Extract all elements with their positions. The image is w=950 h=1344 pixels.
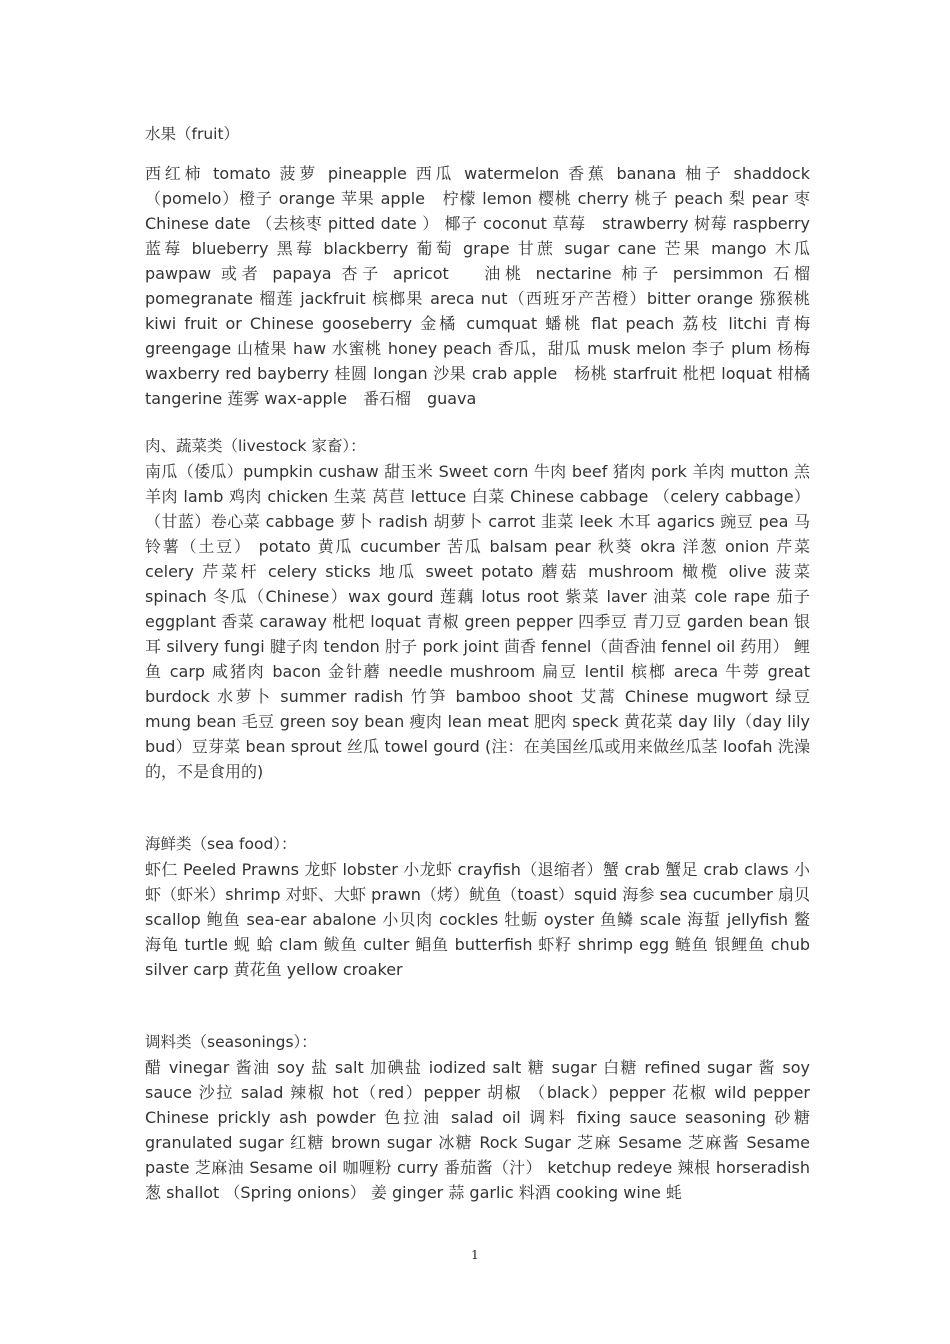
section-spacer bbox=[145, 411, 810, 434]
document-content bbox=[145, 122, 810, 1205]
meat-vegetable-paragraph: 南瓜（倭瓜）pumpkin cushaw 甜玉米 Sweet corn 牛肉 beef 猪肉 pork 羊肉 mutton 羔羊肉 lamb 鸡肉 chicken 生菜 莴苣 lettuce 白菜 Chinese cabbage （celery cabbage）（甘蓝）卷心菜 cabbage 萝卜 radish 胡萝卜 carrot 韭菜 leek 木耳 agarics 豌豆 pea 马铃薯（土豆） potato 黄瓜 cucumber 苦瓜 balsam pear 秋葵 okra 洋葱 onion 芹菜 celery 芹菜杆 celery sticks 地瓜 sweet potato 蘑菇 mushroom 橄榄 olive 菠菜 spinach 冬瓜（Chinese）wax gourd 莲藕 lotus root 紫菜 laver 油菜 cole rape 茄子 eggplant 香菜 caraway 枇杷 loquat 青椒 green pepper 四季豆 青刀豆 garden bean 银耳 silvery fungi 腱子肉 tendon 肘子 pork joint 茴香 fennel（茴香油 fennel oil 药用） 鲤鱼 carp 咸猪肉 bacon 金针蘑 needle mushroom 扁豆 lentil 槟榔 areca 牛蒡 great burdock 水萝卜 summer radish 竹笋 bamboo shoot 艾蒿 Chinese mugwort 绿豆 mung bean 毛豆 green soy bean 瘦肉 lean meat 肥肉 speck 黄花菜 day lily（day lily bud）豆芽菜 bean sprout 丝瓜 towel gourd (注：在美国丝瓜或用来做丝瓜茎 loofah 洗澡的，不是食用的) bbox=[145, 462, 810, 781]
page-number: 1 bbox=[471, 1248, 479, 1262]
seasonings-paragraph: 醋 vinegar 酱油 soy 盐 salt 加碘盐 iodized salt 糖 sugar 白糖 refined sugar 酱 soy sauce 沙拉 salad 辣椒 hot（red）pepper 胡椒 （black）pepper 花椒 wild pepper Chinese prickly ash powder 色拉油 salad oil 调料 fixing sauce seasoning 砂糖 granulated sugar 红糖 brown sugar 冰糖 Rock Sugar 芝麻 Sesame 芝麻酱 Sesame paste 芝麻油 Sesame oil 咖喱粉 curry 番茄酱（汁） ketchup redeye 辣根 horseradish 葱 shallot （Spring onions） 姜 ginger 蒜 garlic 料酒 cooking wine 蚝 bbox=[145, 1058, 810, 1202]
section-spacer bbox=[145, 784, 810, 832]
seasonings-heading: 调料类（seasonings）： bbox=[145, 1033, 317, 1051]
seasonings-section bbox=[145, 1030, 810, 1205]
section-spacer bbox=[145, 982, 810, 1030]
fruit-section bbox=[145, 122, 810, 411]
seafood-section bbox=[145, 832, 810, 982]
fruit-heading: 水果（fruit） bbox=[145, 125, 240, 143]
seafood-paragraph: 虾仁 Peeled Prawns 龙虾 lobster 小龙虾 crayfish（退缩者）蟹 crab 蟹足 crab claws 小虾（虾米）shrimp 对虾、大虾 prawn（烤）鱿鱼（toast）squid 海参 sea cucumber 扇贝 scallop 鲍鱼 sea-ear abalone 小贝肉 cockles 牡蛎 oyster 鱼鳞 scale 海蜇 jellyfish 鳖 海龟 turtle 蚬 蛤 clam 鲅鱼 culter 鲳鱼 butterfish 虾籽 shrimp egg 鲢鱼 银鲤鱼 chub silver carp 黄花鱼 yellow croaker bbox=[145, 860, 810, 979]
meat-vegetable-heading: 肉、蔬菜类（livestock 家畜）： bbox=[145, 437, 366, 455]
fruit-paragraph: 西红柿 tomato 菠萝 pineapple 西瓜 watermelon 香蕉 banana 柚子 shaddock（pomelo）橙子 orange 苹果 apple 柠檬 lemon 樱桃 cherry 桃子 peach 梨 pear 枣 Chinese date （去核枣 pitted date ） 椰子 coconut 草莓 strawberry 树莓 raspberry 蓝莓 blueberry 黑莓 blackberry 葡萄 grape 甘蔗 sugar cane 芒果 mango 木瓜 pawpaw 或者 papaya 杏子 apricot 油桃 nectarine 柿子 persimmon 石榴 pomegranate 榴莲 jackfruit 槟榔果 areca nut（西班牙产苦橙）bitter orange 猕猴桃 kiwi fruit or Chinese gooseberry 金橘 cumquat 蟠桃 flat peach 荔枝 litchi 青梅 greengage 山楂果 haw 水蜜桃 honey peach 香瓜，甜瓜 musk melon 李子 plum 杨梅 waxberry red bayberry 桂圆 longan 沙果 crab apple 杨桃 starfruit 枇杷 loquat 柑橘 tangerine 莲雾 wax-apple 番石榴 guava bbox=[145, 164, 810, 408]
meat-vegetable-section bbox=[145, 434, 810, 784]
seafood-heading: 海鲜类（sea food）： bbox=[145, 835, 297, 853]
